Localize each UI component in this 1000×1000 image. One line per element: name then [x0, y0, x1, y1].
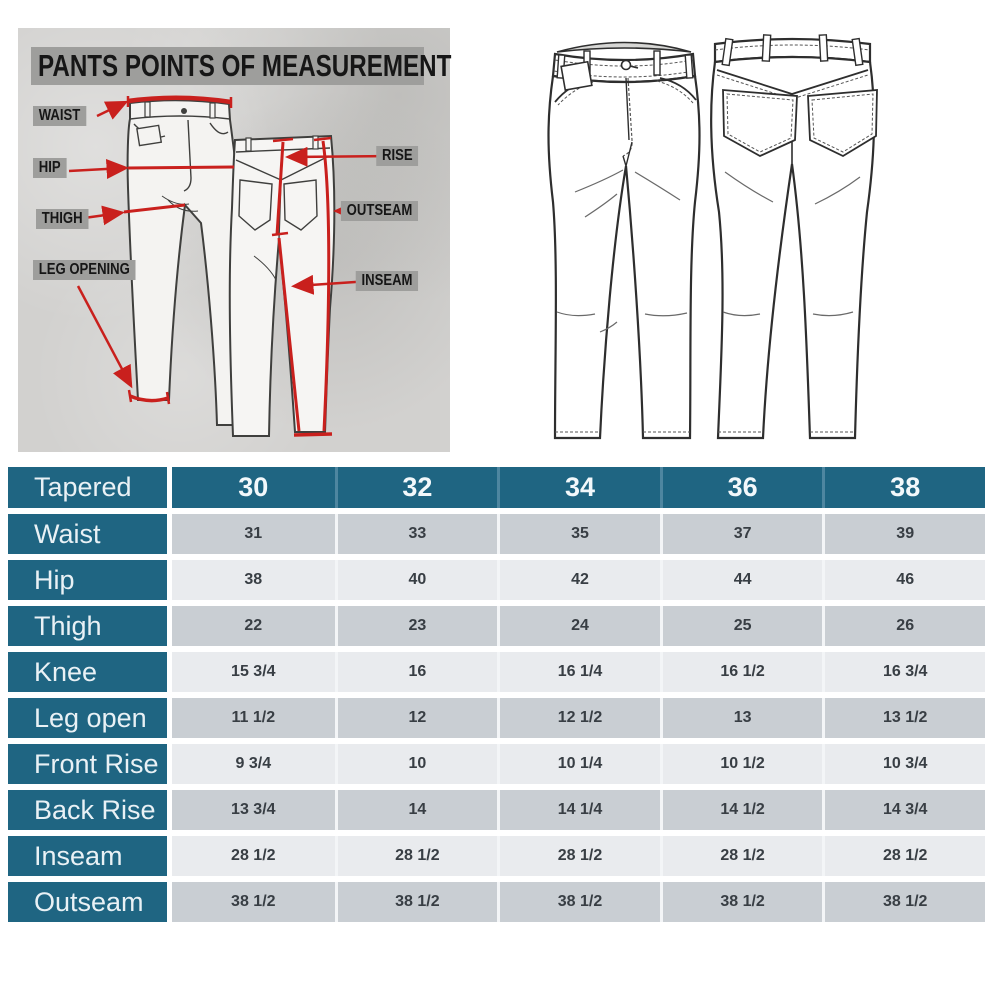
label-thigh: THIGH: [36, 209, 88, 229]
size-value-cell: 28 1/2: [172, 836, 335, 876]
label-rise: RISE: [376, 146, 418, 166]
size-value-cell: 9 3/4: [172, 744, 335, 784]
size-value-cell: 38 1/2: [335, 882, 498, 922]
size-value-cell: 28 1/2: [497, 836, 660, 876]
diagram-title-band: [31, 47, 452, 85]
size-column-header: 34: [497, 467, 660, 508]
row-label: Knee: [8, 652, 172, 692]
size-value-cell: 38 1/2: [497, 882, 660, 922]
size-column-header: 38: [822, 467, 985, 508]
table-row: [8, 836, 985, 876]
size-value-cell: 10 1/2: [660, 744, 823, 784]
size-value-cell: 38 1/2: [172, 882, 335, 922]
size-value-cell: 14 1/2: [660, 790, 823, 830]
size-value-cell: 12: [335, 698, 498, 738]
table-row: [8, 698, 985, 738]
label-hip: HIP: [33, 158, 66, 178]
table-title: Tapered: [8, 467, 172, 508]
table-row: [8, 882, 985, 922]
size-value-cell: 24: [497, 606, 660, 646]
table-row: [8, 514, 985, 554]
label-leg-opening: LEG OPENING: [33, 260, 136, 280]
jeans-front-sketch: [549, 43, 700, 439]
size-value-cell: 15 3/4: [172, 652, 335, 692]
size-value-cell: 12 1/2: [497, 698, 660, 738]
size-value-cell: 33: [335, 514, 498, 554]
size-value-cell: 23: [335, 606, 498, 646]
row-label: Inseam: [8, 836, 172, 876]
jeans-flats-sketch: [505, 22, 985, 454]
label-waist: WAIST: [33, 106, 86, 126]
row-label: Waist: [8, 514, 172, 554]
pants-back-sketch: [230, 136, 335, 436]
size-value-cell: 11 1/2: [172, 698, 335, 738]
size-value-cell: 31: [172, 514, 335, 554]
size-value-cell: 14 3/4: [822, 790, 985, 830]
measurement-diagram-panel: [18, 28, 450, 452]
size-value-cell: 39: [822, 514, 985, 554]
size-table: [8, 467, 985, 922]
size-value-cell: 13: [660, 698, 823, 738]
size-value-cell: 14 1/4: [497, 790, 660, 830]
size-value-cell: 16 3/4: [822, 652, 985, 692]
size-value-cell: 16 1/4: [497, 652, 660, 692]
pants-measurement-sketch: [18, 28, 450, 452]
size-column-header: 32: [335, 467, 498, 508]
size-value-cell: 28 1/2: [822, 836, 985, 876]
row-label: Front Rise: [8, 744, 172, 784]
size-value-cell: 38: [172, 560, 335, 600]
diagram-title: PANTS POINTS OF MEASUREMENT: [38, 48, 452, 83]
size-value-cell: 28 1/2: [335, 836, 498, 876]
table-row: [8, 606, 985, 646]
size-value-cell: 13 3/4: [172, 790, 335, 830]
size-value-cell: 44: [660, 560, 823, 600]
size-value-cell: 13 1/2: [822, 698, 985, 738]
jeans-flats-panel: [505, 22, 985, 454]
table-row: [8, 744, 985, 784]
row-label: Back Rise: [8, 790, 172, 830]
table-header-row: [8, 467, 985, 508]
row-label: Outseam: [8, 882, 172, 922]
size-column-header: 30: [172, 467, 335, 508]
size-value-cell: 38 1/2: [822, 882, 985, 922]
size-value-cell: 10 3/4: [822, 744, 985, 784]
row-label: Hip: [8, 560, 172, 600]
size-value-cell: 38 1/2: [660, 882, 823, 922]
table-row: [8, 790, 985, 830]
size-value-cell: 10: [335, 744, 498, 784]
size-value-cell: 16 1/2: [660, 652, 823, 692]
size-value-cell: 14: [335, 790, 498, 830]
table-row: [8, 560, 985, 600]
size-value-cell: 10 1/4: [497, 744, 660, 784]
size-value-cell: 42: [497, 560, 660, 600]
table-row: [8, 652, 985, 692]
size-value-cell: 37: [660, 514, 823, 554]
jeans-back-sketch: [711, 35, 877, 438]
size-value-cell: 26: [822, 606, 985, 646]
label-outseam: OUTSEAM: [341, 201, 418, 221]
size-value-cell: 25: [660, 606, 823, 646]
size-value-cell: 22: [172, 606, 335, 646]
label-inseam: INSEAM: [355, 271, 418, 291]
size-value-cell: 46: [822, 560, 985, 600]
row-label: Thigh: [8, 606, 172, 646]
size-value-cell: 28 1/2: [660, 836, 823, 876]
size-value-cell: 35: [497, 514, 660, 554]
row-label: Leg open: [8, 698, 172, 738]
size-column-header: 36: [660, 467, 823, 508]
size-value-cell: 40: [335, 560, 498, 600]
size-value-cell: 16: [335, 652, 498, 692]
